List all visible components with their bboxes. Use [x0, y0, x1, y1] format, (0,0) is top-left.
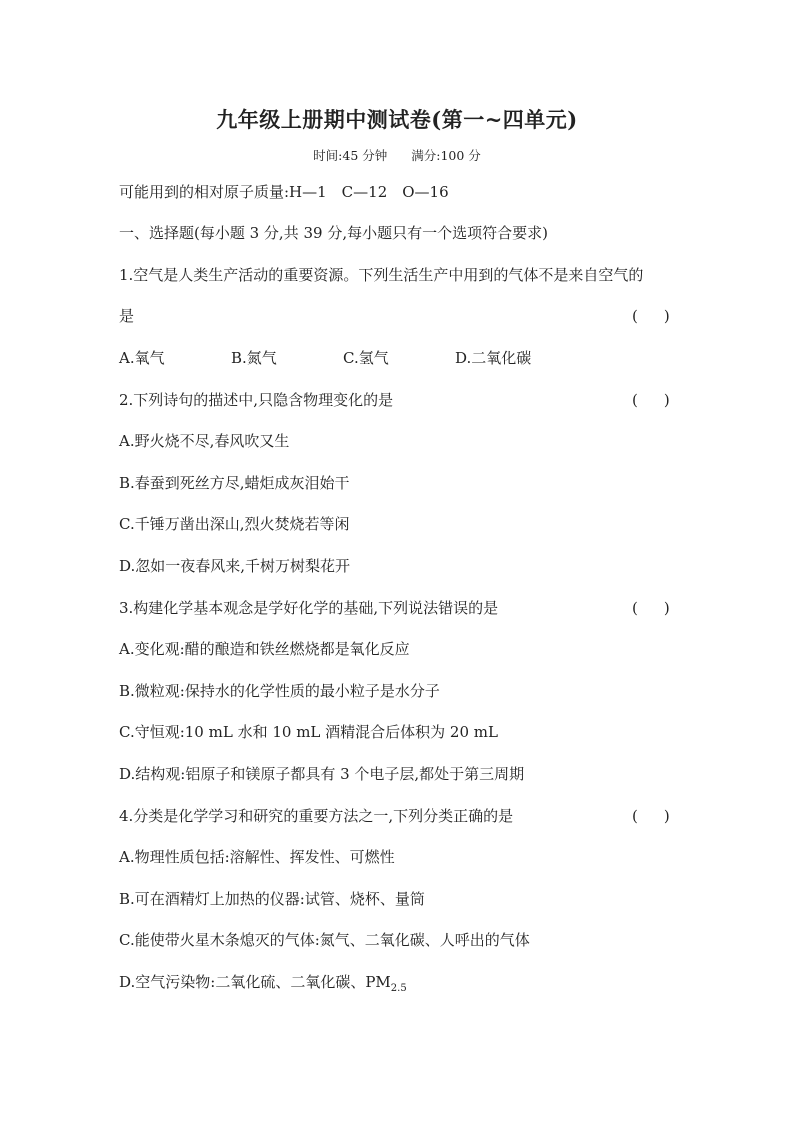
- question-4-answer-blank: [632, 806, 670, 826]
- question-3-option-a: A.变化观:醋的酿造和铁丝燃烧都是氧化反应: [119, 640, 410, 658]
- question-3-option-d: D.结构观:铝原子和镁原子都具有 3 个电子层,都处于第三周期: [119, 765, 525, 783]
- exam-meta: [0, 146, 794, 164]
- paren-close: ): [663, 807, 670, 825]
- question-4-option-d: [119, 972, 407, 992]
- question-1-option-c: C.氢气: [343, 349, 389, 367]
- question-3-option-c: C.守恒观:10 mL 水和 10 mL 酒精混合后体积为 20 mL: [119, 723, 498, 741]
- question-2-option-c: C.千锤万凿出深山,烈火焚烧若等闲: [119, 515, 350, 533]
- section-heading: 一、选择题(每小题 3 分,共 39 分,每小题只有一个选项符合要求): [119, 224, 548, 242]
- question-4-option-a: A.物理性质包括:溶解性、挥发性、可燃性: [119, 848, 395, 866]
- paren-close: ): [663, 391, 670, 409]
- question-4-option-c: C.能使带火星木条熄灭的气体:氮气、二氧化碳、人呼出的气体: [119, 931, 530, 949]
- question-1-option-d: D.二氧化碳: [455, 349, 532, 367]
- question-4-option-d-text: D.空气污染物:二氧化硫、二氧化碳、PM: [119, 973, 391, 991]
- paren-open: (: [632, 807, 638, 825]
- question-4-stem: 4.分类是化学学习和研究的重要方法之一,下列分类正确的是: [119, 807, 514, 825]
- paren-open: (: [632, 307, 638, 325]
- question-1-option-b: B.氮气: [231, 349, 277, 367]
- question-1-option-a: A.氧气: [119, 349, 165, 367]
- page-title: 九年级上册期中测试卷(第一~四单元): [216, 107, 578, 132]
- atomic-mass-note: 可能用到的相对原子质量:H—1 C—12 O—16: [119, 183, 449, 201]
- pm-subscript: 2.5: [390, 983, 407, 994]
- question-2-stem: 2.下列诗句的描述中,只隐含物理变化的是: [119, 391, 394, 409]
- paren-open: (: [632, 599, 638, 617]
- question-2-option-d: D.忽如一夜春风来,千树万树梨花开: [119, 557, 351, 575]
- question-3-stem: 3.构建化学基本观念是学好化学的基础,下列说法错误的是: [119, 599, 499, 617]
- question-4-option-b: B.可在酒精灯上加热的仪器:试管、烧杯、量筒: [119, 890, 425, 908]
- paren-close: ): [663, 599, 670, 617]
- question-2-answer-blank: [632, 390, 670, 410]
- paren-open: (: [632, 391, 638, 409]
- question-3-answer-blank: [632, 598, 670, 618]
- exam-time: 时间:45 分钟: [313, 148, 388, 163]
- question-1-answer-blank: [632, 306, 670, 326]
- question-1-stem-line1: 1.空气是人类生产活动的重要资源。下列生活生产中用到的气体不是来自空气的: [119, 266, 644, 284]
- question-3-option-b: B.微粒观:保持水的化学性质的最小粒子是水分子: [119, 682, 440, 700]
- exam-score: 满分:100 分: [411, 148, 481, 163]
- paren-close: ): [663, 307, 670, 325]
- question-2-option-a: A.野火烧不尽,春风吹又生: [119, 432, 290, 450]
- question-1-stem-line2: 是: [119, 307, 135, 325]
- question-2-option-b: B.春蚕到死丝方尽,蜡炬成灰泪始干: [119, 474, 350, 492]
- question-1-options: [119, 348, 531, 368]
